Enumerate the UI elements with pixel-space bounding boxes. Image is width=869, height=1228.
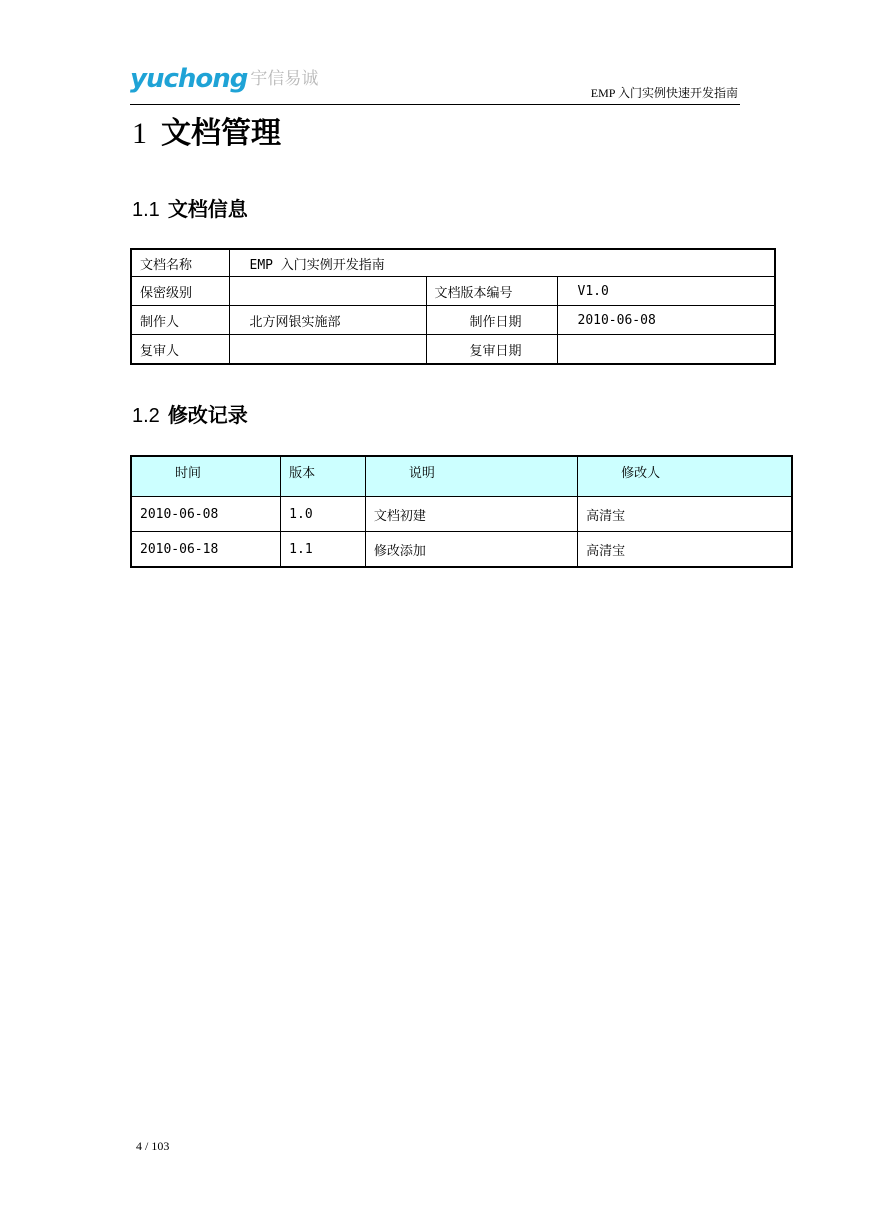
logo-chinese-text: 宇信易诚 <box>250 69 319 89</box>
revision-date: 2010-06-08 <box>131 497 281 532</box>
section-heading-1-1 <box>132 196 248 223</box>
date-value: 2010-06-08 <box>557 306 775 335</box>
revision-history-table <box>130 455 793 568</box>
doc-name-label: 文档名称 <box>131 249 229 277</box>
header-divider <box>130 104 740 105</box>
review-date-label: 复审日期 <box>426 335 557 365</box>
section-title: 文档信息 <box>167 197 248 221</box>
section-title: 修改记录 <box>167 403 248 427</box>
document-info-table <box>130 248 776 365</box>
table-row <box>131 249 775 277</box>
table-row <box>131 335 775 365</box>
section-title: 文档管理 <box>161 116 281 151</box>
reviewer-value <box>229 335 426 365</box>
date-label: 制作日期 <box>426 306 557 335</box>
table-row <box>131 532 792 568</box>
section-heading-1-2 <box>132 402 248 429</box>
revision-version: 1.1 <box>281 532 366 568</box>
section-number: 1.2 <box>132 405 160 427</box>
column-header-modifier: 修改人 <box>578 456 792 497</box>
revision-date: 2010-06-18 <box>131 532 281 568</box>
revision-version: 1.0 <box>281 497 366 532</box>
version-value: V1.0 <box>557 277 775 306</box>
logo-latin-text: yuchong <box>130 64 248 94</box>
revision-description: 修改添加 <box>365 532 577 568</box>
column-header-version: 版本 <box>281 456 366 497</box>
review-date-value <box>557 335 775 365</box>
revision-modifier: 高清宝 <box>578 532 792 568</box>
doc-name-value: EMP 入门实例开发指南 <box>229 249 775 277</box>
security-value <box>229 277 426 306</box>
author-value: 北方网银实施部 <box>229 306 426 335</box>
version-label: 文档版本编号 <box>426 277 557 306</box>
table-row <box>131 277 775 306</box>
table-header-row <box>131 456 792 497</box>
running-header-title: EMP 入门实例快速开发指南 <box>590 86 738 100</box>
section-heading-1 <box>132 114 281 154</box>
table-row <box>131 497 792 532</box>
reviewer-label: 复审人 <box>131 335 229 365</box>
table-row <box>131 306 775 335</box>
page-number: 4 / 103 <box>136 1139 170 1153</box>
security-label: 保密级别 <box>131 277 229 306</box>
section-number: 1.1 <box>132 199 160 221</box>
revision-modifier: 高清宝 <box>578 497 792 532</box>
revision-description: 文档初建 <box>365 497 577 532</box>
column-header-time: 时间 <box>131 456 281 497</box>
author-label: 制作人 <box>131 306 229 335</box>
section-number: 1 <box>132 117 147 150</box>
column-header-description: 说明 <box>365 456 577 497</box>
company-logo <box>130 64 318 94</box>
